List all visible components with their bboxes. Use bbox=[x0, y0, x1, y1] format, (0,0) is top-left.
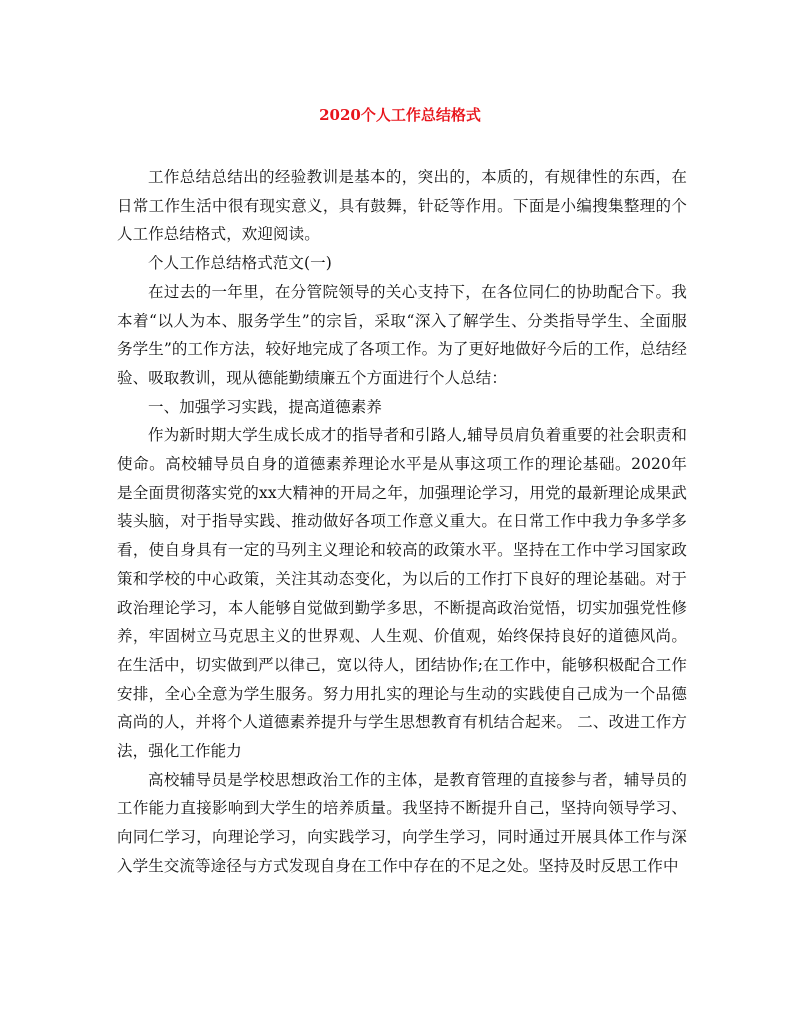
paragraph-section-one-heading: 一、加强学习实践，提高道德素养 bbox=[148, 397, 383, 416]
paragraph-intro: 工作总结总结出的经验教训是基本的，突出的，本质的，有规律性的东西，在日常工作生活中很有现实意义，具有鼓舞，针砭等作用。下面是小编搜集整理的个人工作总结格式，欢迎阅读。 bbox=[117, 168, 687, 244]
paragraph-overview: 在过去的一年里，在分管院领导的关心支持下，在各位同仁的协助配合下。我本着“以人为本、服务学生”的宗旨，采取“深入了解学生、分类指导学生、全面服务学生”的工作方法，较好地完成了各项工作。为了更好地做好今后的工作，总结经验、吸取教训，现从德能勤绩廉五个方面进行个人总结： bbox=[117, 282, 687, 387]
document-body bbox=[117, 163, 687, 881]
paragraph-section-two-body: 高校辅导员是学校思想政治工作的主体，是教育管理的直接参与者，辅导员的工作能力直接影响到大学生的培养质量。我坚持不断提升自己，坚持向领导学习、向同仁学习，向理论学习，向实践学习，向学生学习，同时通过开展具体工作与深入学生交流等途径与方式发现自身在工作中存在的不足之处。坚持及时反思工作中 bbox=[117, 770, 687, 875]
paragraph-sample-heading: 个人工作总结格式范文(一) bbox=[148, 254, 332, 273]
paragraph-section-one-body: 作为新时期大学生成长成才的指导者和引路人,辅导员肩负着重要的社会职责和使命。高校辅导员自身的道德素养理论水平是从事这项工作的理论基础。2020年是全面贯彻落实党的xx大精神的开局之年，加强理论学习，用党的最新理论成果武装头脑，对于指导实践、推动做好各项工作意义重大。在日常工作中我力争多学多看，使自身具有一定的马列主义理论和较高的政策水平。坚持在工作中学习国家政策和学校的中心政策，关注其动态变化，为以后的工作打下良好的理论基础。对于政治理论学习，本人能够自觉做到勤学多思，不断提高政治觉悟，切实加强党性修养，牢固树立马克思主义的世界观、人生观、价值观，始终保持良好的道德风尚。在生活中，切实做到严以律己，宽以待人，团结协作;在工作中，能够积极配合工作安排，全心全意为学生服务。努力用扎实的理论与生动的实践使自己成为一个品德高尚的人，并将个人道德素养提升与学生思想教育有机结合起来。 二、改进工作方法，强化工作能力 bbox=[117, 426, 687, 761]
document-title: 2020个人工作总结格式 bbox=[319, 106, 481, 124]
